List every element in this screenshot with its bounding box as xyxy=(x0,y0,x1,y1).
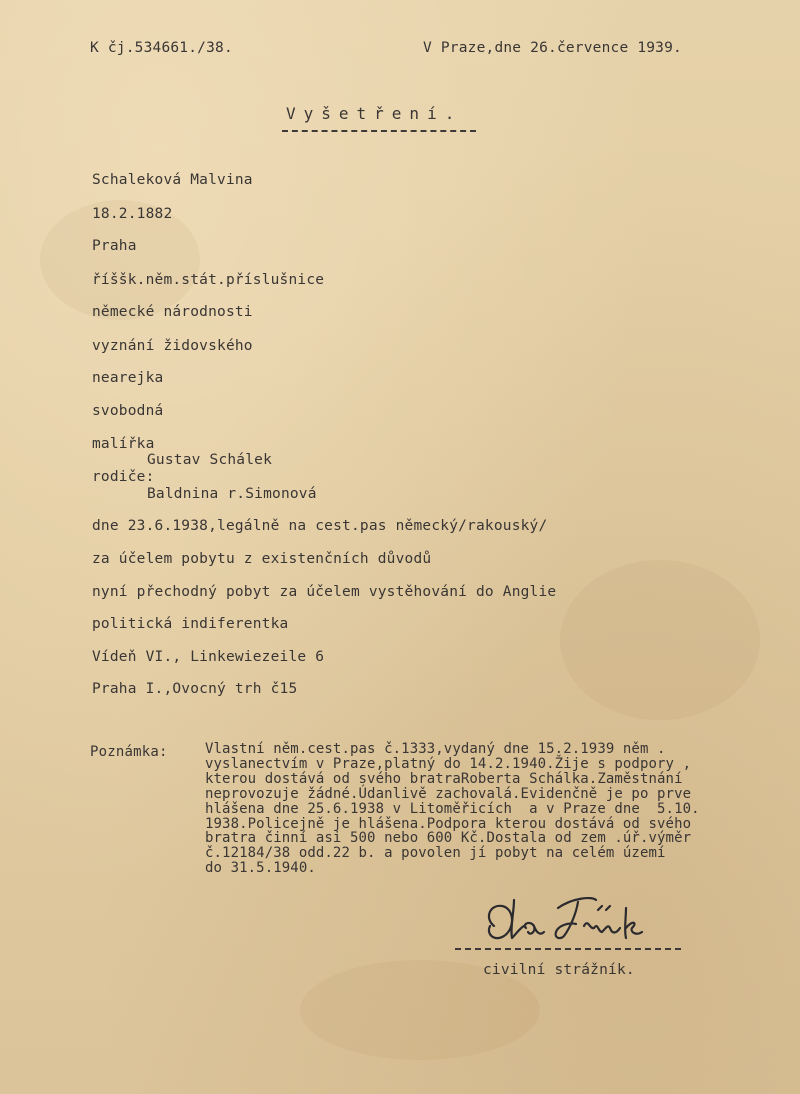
parents-label: rodiče: xyxy=(92,469,155,485)
note-line: do 31.5.1940. xyxy=(205,860,316,877)
field-birth-date: 18.2.1882 xyxy=(92,206,173,222)
note-line: bratra činní asi 500 nebo 600 Kč.Dostala od zem .úř.výměr xyxy=(205,830,692,847)
paper-stain xyxy=(560,560,760,720)
note-line: 1938.Policejně je hlášena.Podpora kterou dostává od svého xyxy=(205,815,692,832)
mother-name: Baldnina r.Simonová xyxy=(147,486,317,502)
note-line: kterou dostává od svého bratraRoberta Schálka.Zaměstnání xyxy=(205,770,683,787)
note-text xyxy=(205,742,780,876)
place-and-date: V Praze,dne 26.července 1939. xyxy=(423,40,682,56)
arrival-line: dne 23.6.1938,legálně na cest.pas německý/rakouský/ xyxy=(92,518,548,534)
current-stay-line: nyní přechodný pobyt za účelem vystěhování do Anglie xyxy=(92,584,557,600)
political-line: politická indiferentka xyxy=(92,616,289,632)
note-line: Vlastní něm.cest.pas č.1333,vydaný dne 15.2.1939 něm . xyxy=(205,741,666,757)
field-marital-status: svobodná xyxy=(92,403,164,419)
field-occupation: malířka xyxy=(92,436,155,452)
field-citizenship: říššk.něm.stát.příslušnice xyxy=(92,272,325,288)
reference-number: K čj.534661./38. xyxy=(90,40,233,56)
field-arrest-status: nearejka xyxy=(92,370,164,386)
signatory-title: civilní strážník. xyxy=(483,962,635,978)
note-line: hlášena dne 25.6.1938 v Litoměřicích a v Praze dne 5.10. xyxy=(205,800,700,817)
signature-line xyxy=(455,948,681,950)
field-nationality: německé národnosti xyxy=(92,304,253,320)
field-name: Schaleková Malvina xyxy=(92,172,253,188)
title-underline xyxy=(282,130,476,132)
prague-address: Praha I.,Ovocný trh č15 xyxy=(92,681,298,697)
field-birth-place: Praha xyxy=(92,238,137,254)
note-line: neprovozuje žádné.Údanlivě zachovalá.Evidenčně je po prve xyxy=(205,785,692,802)
father-name: Gustav Schálek xyxy=(147,452,273,468)
field-religion: vyznání židovského xyxy=(92,338,253,354)
purpose-line: za účelem pobytu z existenčních důvodů xyxy=(92,551,432,567)
vienna-address: Vídeň VI., Linkewiezeile 6 xyxy=(92,649,325,665)
note-label: Poznámka: xyxy=(90,744,168,760)
document-title: Vyšetření. xyxy=(286,104,463,123)
note-line: č.12184/38 odd.22 b. a povolen jí pobyt na celém území xyxy=(205,845,666,862)
note-line: vyslanectvím v Praze,platný do 14.2.1940.Žije s podpory , xyxy=(205,755,692,772)
